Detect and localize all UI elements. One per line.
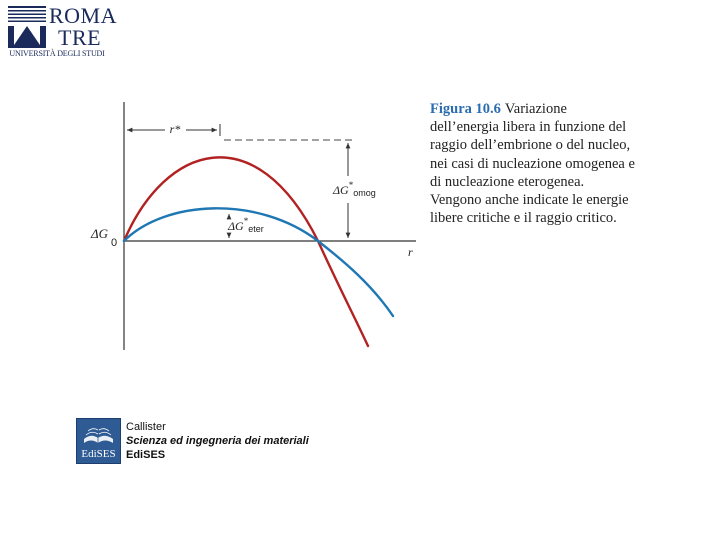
credit-publisher: EdiSES xyxy=(126,449,166,461)
figure-number: Figura 10.6 xyxy=(430,101,501,117)
nucleation-diagram xyxy=(0,0,420,380)
figure-caption xyxy=(430,100,635,227)
x-axis-label: r xyxy=(408,245,413,259)
credit-book-title: Scienza ed ingegneria dei materiali xyxy=(126,435,309,447)
r-star-label: r* xyxy=(169,122,181,136)
dg-eter-label: $\Delta G^*_{eter}$ xyxy=(228,216,264,234)
open-book-icon xyxy=(82,423,115,445)
origin-label: 0 xyxy=(111,237,118,249)
logo-roma: ROMA xyxy=(49,3,118,28)
logo-tre: TRE xyxy=(58,25,102,50)
edises-logo xyxy=(76,418,121,464)
edises-logo-text: EdiSES xyxy=(81,448,116,460)
dg-omog-label: $\Delta G^*_{omog}$ xyxy=(333,180,376,198)
credit-lines xyxy=(126,420,309,462)
logo-subtitle: UNIVERSITÀ DEGLI STUDI xyxy=(9,49,105,58)
y-axis-label: ΔG xyxy=(91,226,109,241)
credit-author: Callister xyxy=(126,421,166,433)
caption-text: Variazione dell’energia libera in funzione del raggio dell’embrione o del nucleo, nei casi di nucleazione omogenea e di nucleazione eterogenea. Vengono anche indicate le energie libere critiche e il raggio critico. xyxy=(430,101,635,227)
